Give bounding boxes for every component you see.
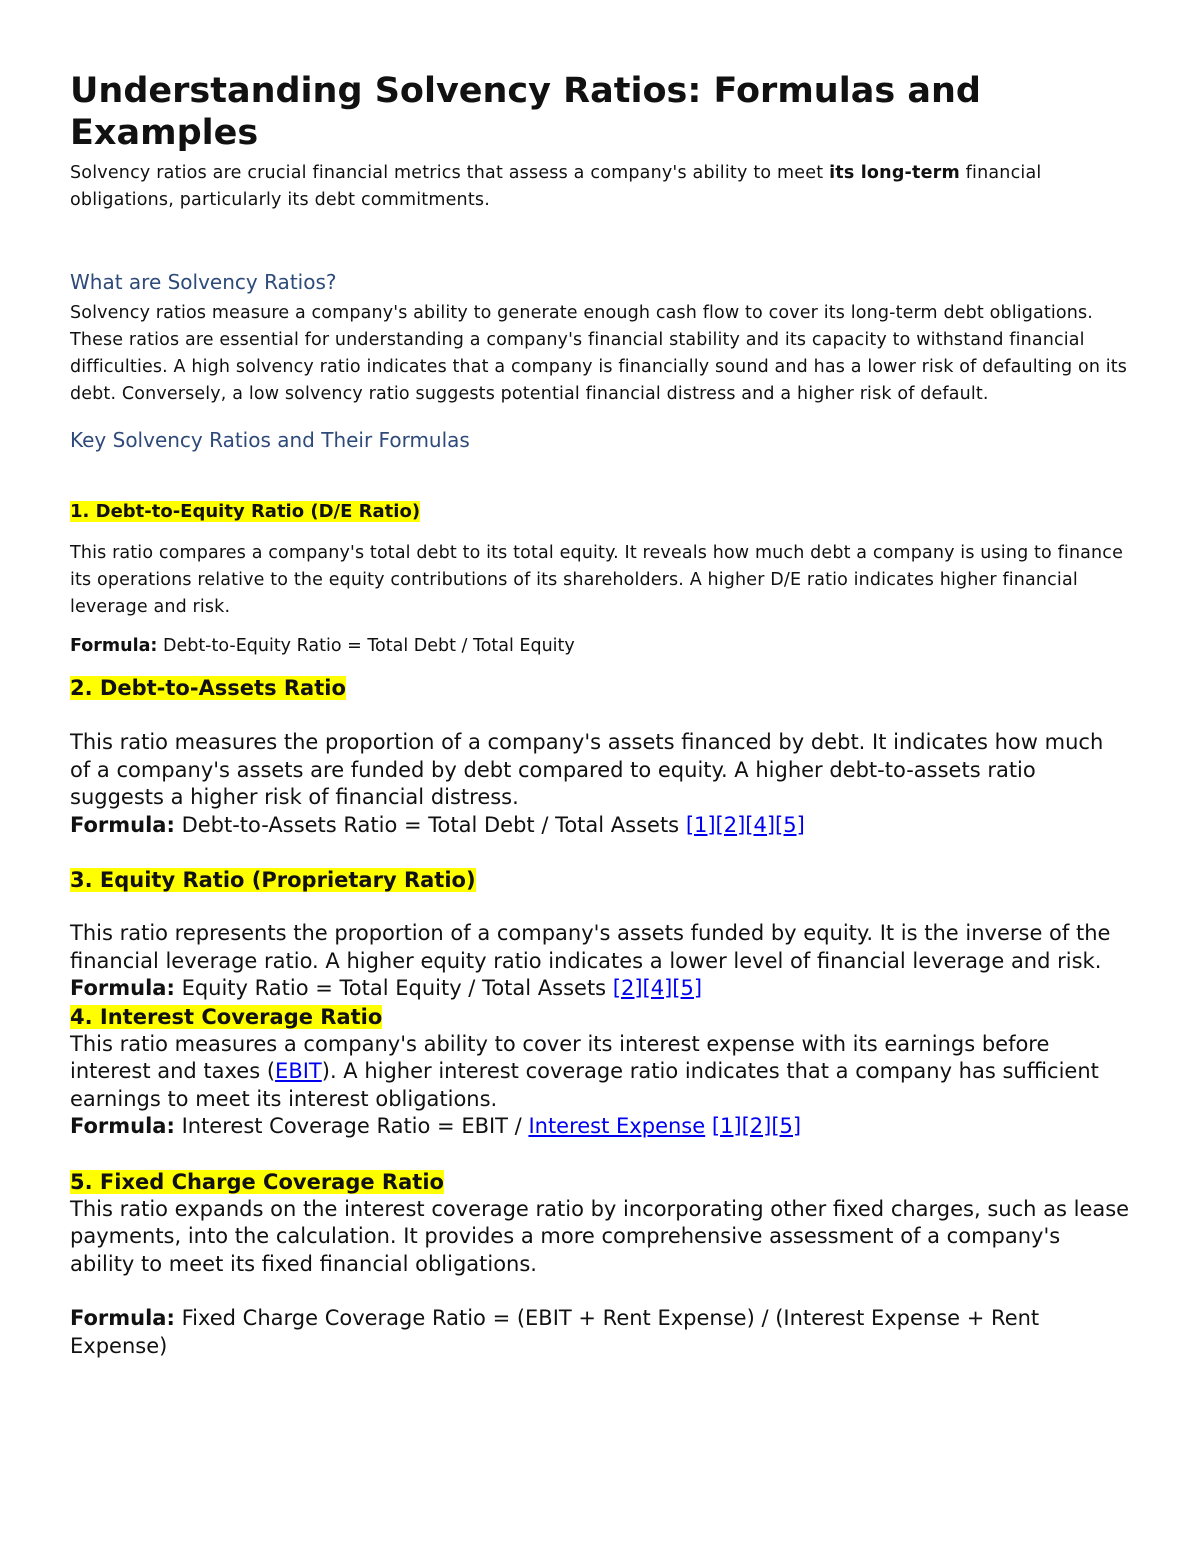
ratio-3-formula-text: Equity Ratio = Total Equity / Total Assets <box>174 976 613 1000</box>
ratio-4-citation-links[interactable]: [1][2][5] <box>711 1114 802 1138</box>
ratio-2-citation-links[interactable]: [1][2][4][5] <box>685 812 805 837</box>
ratio-4-heading <box>70 1003 1130 1031</box>
ratio-1-formula <box>70 633 1130 660</box>
page-title: Understanding Solvency Ratios: Formulas and Examples <box>70 71 981 153</box>
ratio-4-formula-label: Formula: <box>70 1114 175 1138</box>
intro-bold-text: its long-term <box>829 163 960 183</box>
ratio-3-title: 3. Equity Ratio (Proprietary Ratio) <box>70 868 476 892</box>
ratio-1-formula-text: Debt-to-Equity Ratio = Total Debt / Total Equity <box>157 636 575 656</box>
intro-paragraph <box>70 160 1130 214</box>
ratio-3-heading <box>70 866 1130 894</box>
section-heading-what: What are Solvency Ratios? <box>70 270 337 294</box>
ratio-3-description: This ratio represents the proportion of a company's assets funded by equity. It is the inverse of the financial leverage ratio. A higher equity ratio indicates a lower level of financial leverage and risk. <box>70 921 1111 973</box>
ratio-2-title: 2. Debt-to-Assets Ratio <box>70 676 346 700</box>
ratio-4-description-end: ). A higher interest coverage ratio indicates that a company has sufficient earnings to meet its interest obligations. <box>70 1059 1099 1111</box>
ratio-3-formula-label: Formula: <box>70 976 175 1000</box>
ratio-2-formula <box>70 812 1130 840</box>
section-heading-key: Key Solvency Ratios and Their Formulas <box>70 428 470 452</box>
interest-expense-link[interactable]: Interest Expense <box>528 1114 706 1138</box>
ebit-link[interactable]: EBIT <box>275 1059 322 1083</box>
ratio-5-heading <box>70 1168 1130 1196</box>
ratio-1-description: This ratio compares a company's total debt to its total equity. It reveals how much debt a company is using to finance its operations relative to the equity contributions of its shareholders. A higher D/E ratio indicates higher financial leverage and risk. <box>70 543 1123 617</box>
ratio-3-citation-links[interactable]: [2][4][5] <box>612 976 703 1000</box>
ratio-2-heading <box>70 674 1130 702</box>
ratio-4-title: 4. Interest Coverage Ratio <box>70 1004 383 1029</box>
ratio-4-formula <box>70 1113 1130 1141</box>
section-what-body: Solvency ratios measure a company's ability to generate enough cash flow to cover its long-term debt obligations. These ratios are essential for understanding a company's financial stability and its capacity to withstand financial difficulties. A high solvency ratio indicates that a company is financially sound and has a lower risk of defaulting on its debt. Conversely, a low solvency ratio suggests potential financial distress and a higher risk of default. <box>70 303 1128 404</box>
ratio-2-formula-label: Formula: <box>70 812 175 837</box>
ratio-2-formula-text: Debt-to-Assets Ratio = Total Debt / Total Assets <box>174 812 686 837</box>
ratio-3-formula <box>70 975 1130 1003</box>
ratio-5-description: This ratio expands on the interest coverage ratio by incorporating other fixed charges, such as lease payments, into the calculation. It provides a more comprehensive assessment of a company's ability to meet its fixed financial obligations. <box>70 1196 1130 1276</box>
ratio-4-formula-gap <box>705 1114 712 1138</box>
ratio-1-title: 1. Debt-to-Equity Ratio (D/E Ratio) <box>70 501 421 522</box>
intro-text-end: financial obligations, particularly its debt commitments. <box>70 163 1042 210</box>
ratio-4-description <box>70 1031 1130 1114</box>
ratio-1-formula-label: Formula: <box>70 636 158 656</box>
document-page <box>70 70 1130 1360</box>
ratio-4-description-start: This ratio measures a company's ability to cover its interest expense with its earnings before interest and taxes ( <box>70 1031 1050 1083</box>
ratio-5-formula-text: Fixed Charge Coverage Ratio = (EBIT + Rent Expense) / (Interest Expense + Rent Expense) <box>70 1306 1040 1358</box>
intro-text-start: Solvency ratios are crucial financial metrics that assess a company's ability to meet <box>70 163 830 183</box>
ratio-2-description: This ratio measures the proportion of a company's assets financed by debt. It indicates how much of a company's assets are funded by debt compared to equity. A higher debt-to-assets ratio suggests a higher risk of financial distress. <box>70 730 1104 809</box>
ratio-5-formula-label: Formula: <box>70 1306 175 1330</box>
ratio-4-formula-text: Interest Coverage Ratio = EBIT / <box>174 1114 529 1138</box>
ratio-5-title: 5. Fixed Charge Coverage Ratio <box>70 1169 444 1194</box>
ratio-1-heading <box>70 498 1130 526</box>
ratio-5-formula <box>70 1305 1130 1360</box>
